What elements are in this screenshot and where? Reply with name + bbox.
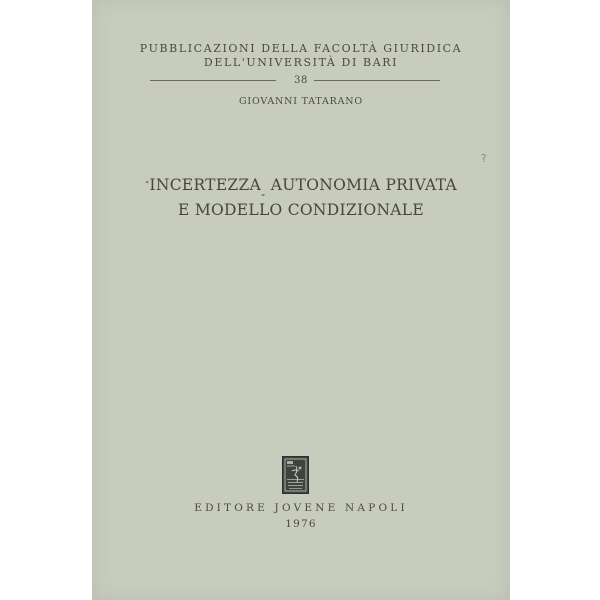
series-line-2: DELL'UNIVERSITÀ DI BARI (203, 56, 399, 69)
right-rule (314, 80, 440, 81)
title-word-incertezza: INCERTEZZA (149, 176, 262, 194)
author-name: GIOVANNI TATARANO (239, 96, 363, 107)
close-quote: „ (261, 188, 266, 197)
open-quote: “ (145, 180, 150, 189)
series-number: 38 (294, 75, 308, 86)
handwritten-question-mark: ? (480, 151, 488, 166)
title-line-1-rest: AUTONOMIA PRIVATA (265, 176, 457, 194)
publisher-logo (282, 456, 309, 494)
title-line-2: E MODELLO CONDIZIONALE (177, 201, 425, 219)
series-number-row (92, 73, 510, 89)
book-cover (92, 0, 510, 600)
publisher-name: EDITORE JOVENE NAPOLI (194, 502, 408, 514)
book-title (92, 174, 510, 222)
title-line-1 (92, 174, 510, 199)
series-line-1: PUBBLICAZIONI DELLA FACOLTÀ GIURIDICA (139, 42, 463, 55)
series-heading (92, 42, 510, 70)
publication-year: 1976 (285, 518, 317, 530)
publisher-logo-emblem-icon (283, 457, 308, 493)
